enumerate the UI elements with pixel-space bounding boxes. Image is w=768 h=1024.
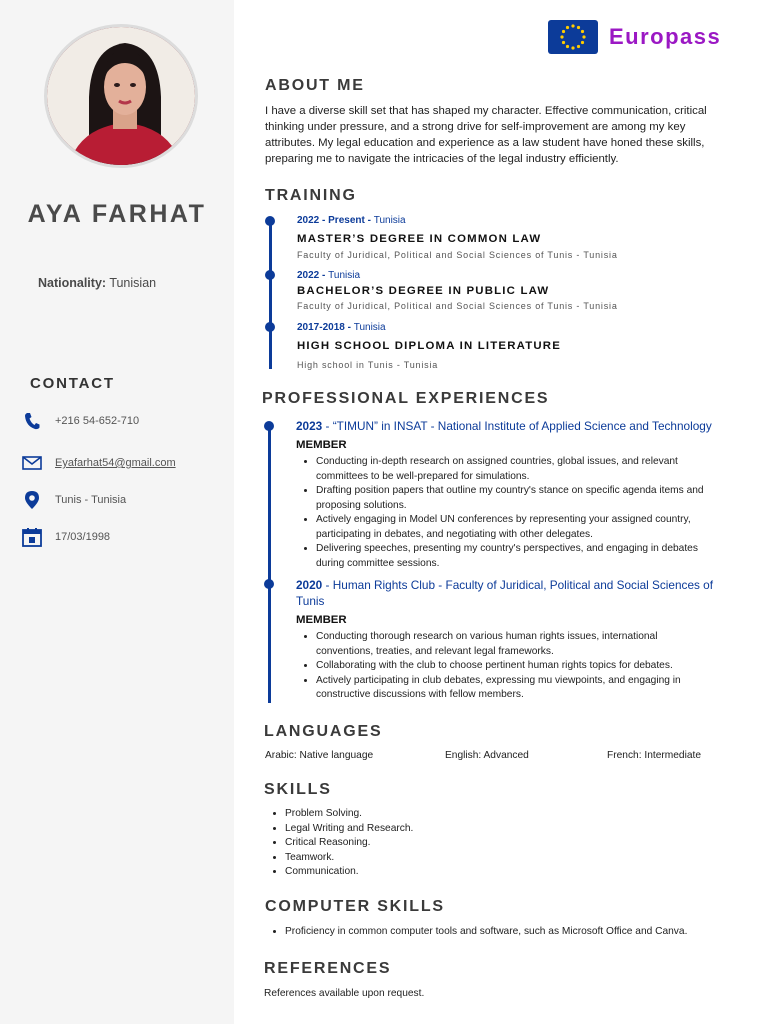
experience-bullets <box>296 455 751 571</box>
training-date: 2017-2018 - Tunisia <box>297 322 386 333</box>
experience-header: 2023 - “TIMUN” in INSAT - National Institute of Applied Science and Technology <box>296 419 712 433</box>
about-heading: ABOUT ME <box>265 77 365 94</box>
timeline-dot <box>265 322 275 332</box>
europass-wordmark: Europass <box>609 24 722 49</box>
nationality-label: Nationality: <box>38 276 107 290</box>
experience-role: MEMBER <box>296 614 347 626</box>
list-item: • Drafting position papers that outline my country's stance on specific agenda items and proposing solutions. <box>316 484 751 513</box>
about-text <box>265 103 755 167</box>
list-item: • Conducting thorough research on various human rights issues, international conventions, treaties, and relevant legal frameworks. <box>316 630 751 659</box>
list-item: • Proficiency in common computer tools and software, such as Microsoft Office and Canva. <box>285 925 687 940</box>
skills-list <box>264 807 413 880</box>
training-institution: High school in Tunis - Tunisia <box>297 360 439 370</box>
references-heading: REFERENCES <box>264 960 392 977</box>
language-item: Arabic: Native language <box>265 750 374 761</box>
profile-photo <box>44 24 198 168</box>
training-institution: Faculty of Juridical, Political and Social Sciences of Tunis - Tunisia <box>297 301 618 311</box>
candidate-name: AYA FARHAT <box>27 200 207 228</box>
list-item: • Delivering speeches, presenting my country's perspectives, and engaging in debates during committee sessions. <box>316 542 751 571</box>
experience-header: 2020 - Human Rights Club - Faculty of Juridical, Political and Social Sciences of Tunis <box>296 578 714 608</box>
list-item: • Legal Writing and Research. <box>285 822 413 837</box>
experience-timeline <box>268 425 271 703</box>
training-date: 2022 - Present - Tunisia <box>297 215 406 226</box>
list-item: • Actively participating in club debates, expressing mu viewpoints, and engaging in constructive discussions with fellow members. <box>316 674 751 703</box>
nationality <box>38 276 156 290</box>
timeline-dot <box>265 216 275 226</box>
training-heading: TRAINING <box>265 187 357 204</box>
about-line: thinking under pressure, and a strong drive for self-improvement are among my key <box>265 121 686 133</box>
language-item: French: Intermediate <box>607 750 701 761</box>
calendar-icon <box>22 527 42 547</box>
list-item: • Critical Reasoning. <box>285 836 413 851</box>
list-item: • Collaborating with the club to choose pertinent human rights topics for debates. <box>316 659 751 674</box>
training-degree: BACHELOR’S DEGREE IN PUBLIC LAW <box>297 285 550 297</box>
email-link[interactable]: Eyafarhat54@gmail.com <box>55 457 176 469</box>
eu-flag-icon <box>548 20 598 54</box>
phone-number: +216 54-652-710 <box>55 415 140 427</box>
training-degree: HIGH SCHOOL DIPLOMA IN LITERATURE <box>297 340 562 352</box>
nationality-value: Tunisian <box>109 276 157 290</box>
experience-heading: PROFESSIONAL EXPERIENCES <box>262 390 550 407</box>
list-item: • Problem Solving. <box>285 807 413 822</box>
contact-birthdate <box>22 527 110 547</box>
about-line: attributes. My legal education and experience as a law student have honed these skills, <box>265 137 705 149</box>
training-date: 2022 - Tunisia <box>297 270 361 281</box>
computer-skills-list <box>264 925 687 940</box>
computer-skills-heading: COMPUTER SKILLS <box>265 898 445 915</box>
timeline-dot <box>264 579 274 589</box>
training-degree: MASTER’S DEGREE IN COMMON LAW <box>297 233 542 245</box>
contact-email <box>22 453 176 473</box>
birthdate-text: 17/03/1998 <box>55 531 111 543</box>
references-text: References available upon request. <box>264 988 425 999</box>
phone-icon <box>22 411 42 431</box>
europass-logo <box>548 20 721 54</box>
languages-heading: LANGUAGES <box>264 723 383 740</box>
contact-phone <box>22 411 139 431</box>
email-icon <box>22 453 42 473</box>
list-item: • Teamwork. <box>285 851 413 866</box>
about-line: preparing me to navigate the intricacies of the legal industry efficiently. <box>265 153 619 165</box>
training-institution: Faculty of Juridical, Political and Social Sciences of Tunis - Tunisia <box>297 250 618 260</box>
list-item: • Communication. <box>285 865 413 880</box>
timeline-dot <box>264 421 274 431</box>
location-pin-icon <box>22 490 42 510</box>
list-item: • Actively engaging in Model UN conferences by representing your assigned country, participating in debates, and negotiating with other delegates. <box>316 513 751 542</box>
experience-role: MEMBER <box>296 439 347 451</box>
timeline-dot <box>265 270 275 280</box>
contact-location <box>22 490 126 510</box>
location-text: Tunis - Tunisia <box>55 494 127 506</box>
about-line: I have a diverse skill set that has shaped my character. Effective communication, critical <box>265 105 707 117</box>
experience-bullets <box>296 630 751 703</box>
language-item: English: Advanced <box>445 750 529 761</box>
skills-heading: SKILLS <box>264 781 332 798</box>
training-timeline <box>269 219 272 369</box>
list-item: • Conducting in-depth research on assigned countries, global issues, and relevant committees to be well-prepared for simulations. <box>316 455 751 484</box>
contact-heading: CONTACT <box>30 375 115 392</box>
